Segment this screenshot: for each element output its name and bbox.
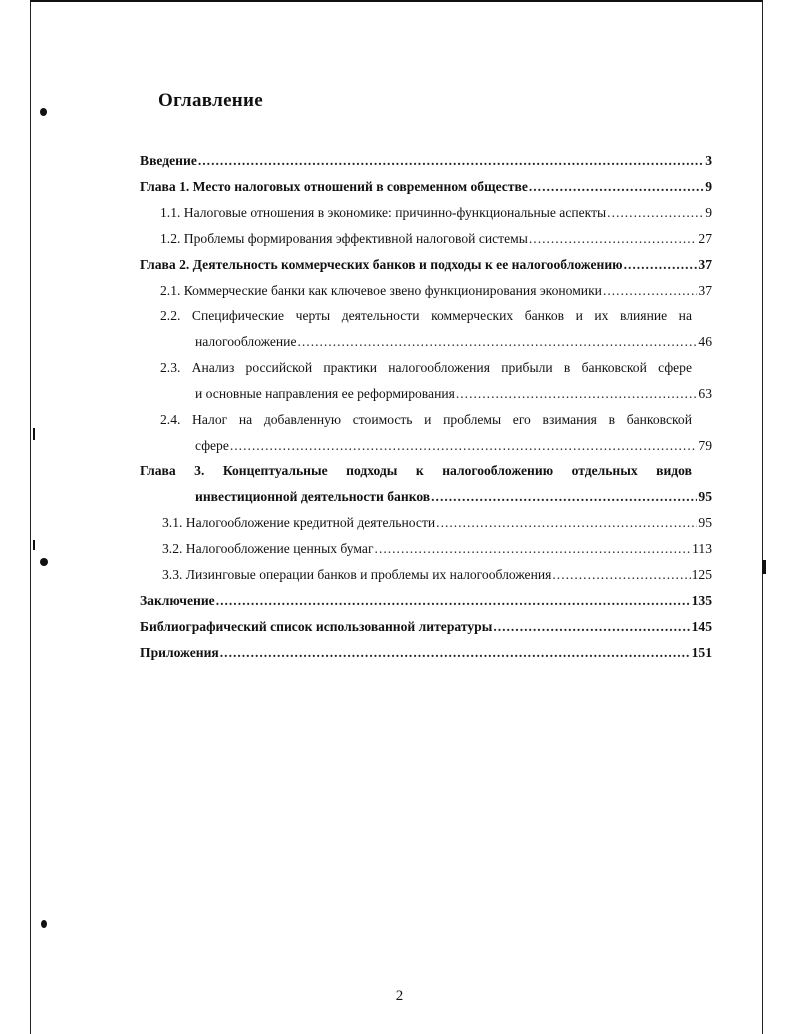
page-number: 2: [395, 988, 404, 1004]
leader-dots: [198, 153, 704, 169]
leader-dots: [431, 489, 697, 505]
toc-entry-section-2-2-line1[interactable]: 2.2. Специфические черты деятельности коммерческих банков и их влияние на: [160, 308, 692, 323]
leader-dots: [493, 619, 690, 635]
toc-entry-page: 46: [698, 334, 712, 349]
toc-entry-page: 145: [691, 619, 712, 634]
toc-entry-section-2-1[interactable]: [160, 283, 712, 299]
toc-entry-title: налогообложение: [195, 334, 297, 349]
toc-entry-title: сфере: [195, 438, 229, 453]
scan-artifact: [33, 540, 35, 550]
toc-entry-title: Глава 1. Место налоговых отношений в современном обществе: [140, 179, 528, 194]
leader-dots: [216, 593, 691, 609]
toc-entry-page: 9: [705, 179, 712, 194]
toc-entry-chapter-3[interactable]: [195, 489, 712, 505]
toc-entry-title: Библиографический список использованной литературы: [140, 619, 493, 634]
toc-entry-page: 37: [698, 257, 712, 272]
toc-entry-page: 9: [705, 205, 712, 220]
toc-entry-title: 1.1. Налоговые отношения в экономике: причинно-функциональные аспекты: [160, 205, 607, 220]
leader-dots: [298, 334, 698, 350]
scan-artifact: [40, 108, 47, 116]
toc-entry-section-3-1[interactable]: [162, 515, 712, 531]
toc-entry-page: 135: [691, 593, 712, 608]
toc-entry-section-2-4[interactable]: [195, 438, 712, 454]
toc-entry-page: 63: [698, 386, 712, 401]
leader-dots: [456, 386, 698, 402]
leader-dots: [230, 438, 698, 454]
toc-entry-page: 3: [705, 153, 712, 168]
toc-entry-page: 37: [698, 283, 712, 298]
leader-dots: [220, 645, 691, 661]
toc-entry-section-3-3[interactable]: [162, 567, 712, 583]
toc-entry-title: 3.1. Налогообложение кредитной деятельности: [162, 515, 436, 530]
toc-entry-page: 95: [698, 515, 712, 530]
toc-entry-title: и основные направления ее реформирования: [195, 386, 455, 401]
leader-dots: [436, 515, 697, 531]
toc-entry-chapter-1[interactable]: [140, 179, 712, 195]
leader-dots: [529, 179, 704, 195]
leader-dots: [529, 231, 698, 247]
toc-entry-title: 3.3. Лизинговые операции банков и проблемы их налогообложения: [162, 567, 552, 582]
leader-dots: [603, 283, 697, 299]
toc-entry-appendix[interactable]: [140, 645, 712, 661]
toc-entry-title: Введение: [140, 153, 197, 168]
toc-entry-page: 113: [692, 541, 712, 556]
toc-entry-intro[interactable]: [140, 153, 712, 169]
toc-entry-section-1-2[interactable]: [160, 231, 712, 247]
toc-entry-section-1-1[interactable]: [160, 205, 712, 221]
toc-entry-title: инвестиционной деятельности банков: [195, 489, 431, 504]
toc-entry-page: 79: [698, 438, 712, 453]
scan-artifact: [40, 558, 48, 566]
scan-artifact: [33, 428, 35, 440]
toc-entry-title: Приложения: [140, 645, 219, 660]
toc-entry-title: 3.2. Налогообложение ценных бумаг: [162, 541, 374, 556]
toc-title: Оглавление: [158, 90, 264, 111]
scan-artifact: [41, 920, 47, 928]
toc-entry-title: Глава 2. Деятельность коммерческих банков и подходы к ее налогообложению: [140, 257, 623, 272]
toc-entry-section-2-3[interactable]: [195, 386, 712, 402]
toc-entry-title: Заключение: [140, 593, 215, 608]
toc-entry-page: 95: [698, 489, 712, 504]
toc-entry-section-2-2[interactable]: [195, 334, 712, 350]
toc-entry-section-2-3-line1[interactable]: 2.3. Анализ российской практики налогообложения прибыли в банковской сфере: [160, 360, 692, 375]
leader-dots: [607, 205, 704, 221]
toc-entry-chapter-2[interactable]: [140, 257, 712, 273]
toc-entry-conclusion[interactable]: [140, 593, 712, 609]
toc-entry-title: 2.1. Коммерческие банки как ключевое звено функционирования экономики: [160, 283, 602, 298]
leader-dots: [375, 541, 692, 557]
leader-dots: [624, 257, 698, 273]
toc-entry-title: 1.2. Проблемы формирования эффективной налоговой системы: [160, 231, 528, 246]
toc-entry-bibliography[interactable]: [140, 619, 712, 635]
toc-entry-section-2-4-line1[interactable]: 2.4. Налог на добавленную стоимость и проблемы его взимания в банковской: [160, 412, 692, 427]
toc-entry-page: 151: [691, 645, 712, 660]
toc-entry-page: 125: [691, 567, 712, 582]
scan-artifact: [762, 560, 766, 574]
toc-entry-section-3-2[interactable]: [162, 541, 712, 557]
toc-entry-page: 27: [698, 231, 712, 246]
leader-dots: [552, 567, 690, 583]
toc-entry-chapter-3-line1[interactable]: Глава 3. Концептуальные подходы к налогообложению отдельных видов: [140, 463, 692, 478]
